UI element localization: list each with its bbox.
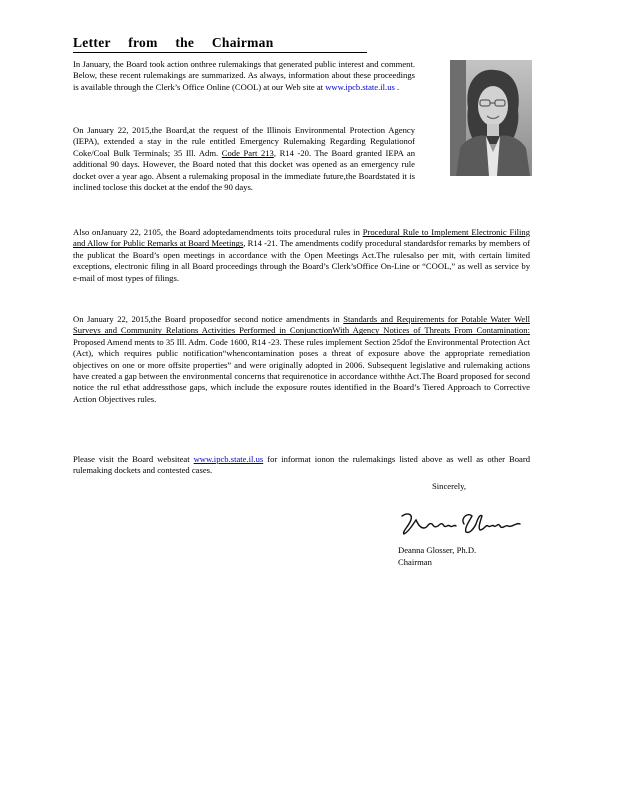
signer-title: Chairman xyxy=(398,557,432,567)
signer-name: Deanna Glosser, Ph.D. xyxy=(398,545,477,555)
page-title: Letter from the Chairman xyxy=(73,35,367,53)
chairman-photo xyxy=(450,60,532,176)
closing-paragraph: Please visit the Board websiteat www.ipcb.state.il.us for informat ionon the rulemakings listed above as well as other Board rulemaking dockets and contested cases. xyxy=(73,454,530,476)
website-link-2[interactable]: www.ipcb.state.il.us xyxy=(193,454,264,464)
intro-paragraph: In January, the Board took action onthree rulemakings that generated public interest and comment. Below, these recent rulemakings are summarized. As always, information about these proceedings is available through the Clerk’s Office Online (COOL) at our Web site at www.ipcb.state.il.us . xyxy=(73,59,415,92)
closing-salutation: Sincerely, xyxy=(432,481,467,491)
website-link[interactable]: www.ipcb.state.il.us xyxy=(325,81,395,92)
water-well-rule-title: Standards and Requirements for Potable Water Well Surveys and Community Relations Activities Performed in ConjunctionWith Agency Notices of Threats From Contamination: xyxy=(73,314,530,336)
code-part-reference: Code Part 213 xyxy=(221,147,274,158)
procedural-rule-title: Procedural Rule to Implement Electronic Filing and Allow for Public Remarks at Board Meetings xyxy=(73,227,530,249)
water-well-paragraph: On January 22, 2015,the Board proposedfor second notice amendments in Standards and Requirements for Potable Water Well Surveys and Community Relations Activities Performed in ConjunctionWith Agency Notices of Threats From Contamination: Proposed Amend ments to 35 Ill. Adm. Code 1600, R14 -23. These rules implement Section 25dof the Environmental Protection Act (Act), which requires public notification“whencontamination poses a threat of exposure above the appropriate remediation objectives on one or more offsite properties” and were originally adopted in 2006. Subsequent legislative and rulemaking actions have created a gap between the environmental concerns that requirenotice in accordance withthe Act.The Board proposed for second notice the rul ethat addressthose gaps, which include the exposure routes identified in the Board’s Tiered Approach to Corrective Action Objectives rules. xyxy=(73,314,530,404)
coke-coal-paragraph: On January 22, 2015,the Board,at the request of the Illinois Environmental Protection Agency (IEPA), extended a stay in the rule entitled Emergency Rulemaking Regarding Regulationof Coke/Coal Bulk Terminals; 35 Ill. Adm. Code Part 213, R14 -20. The Board granted IEPA an additional 90 days. However, the Board noted that this docket was opened as an emergency rule docket over a year ago. Absent a rulemaking proposal in the immediate future,the Boardstated it is inclined toclose this docket at the endof the 90 days. xyxy=(73,125,416,193)
handwritten-signature xyxy=(398,508,526,540)
procedural-rule-paragraph: Also onJanuary 22, 2105, the Board adoptedamendments toits procedural rules in Procedural Rule to Implement Electronic Filing and Allow for Public Remarks at Board Meetings, R14 -21. The amendments codify procedural standardsfor remarks by members of the publicat the Board’s open meetings in accordance with the Open Meetings Act.The rulesalso per mit, with certain limited exceptions, electronic filing in all Board proceedings through the Board’s Clerk’sOffice On-Line or “COOL,” as well as service by e-mail of most types of filings. xyxy=(73,227,530,283)
